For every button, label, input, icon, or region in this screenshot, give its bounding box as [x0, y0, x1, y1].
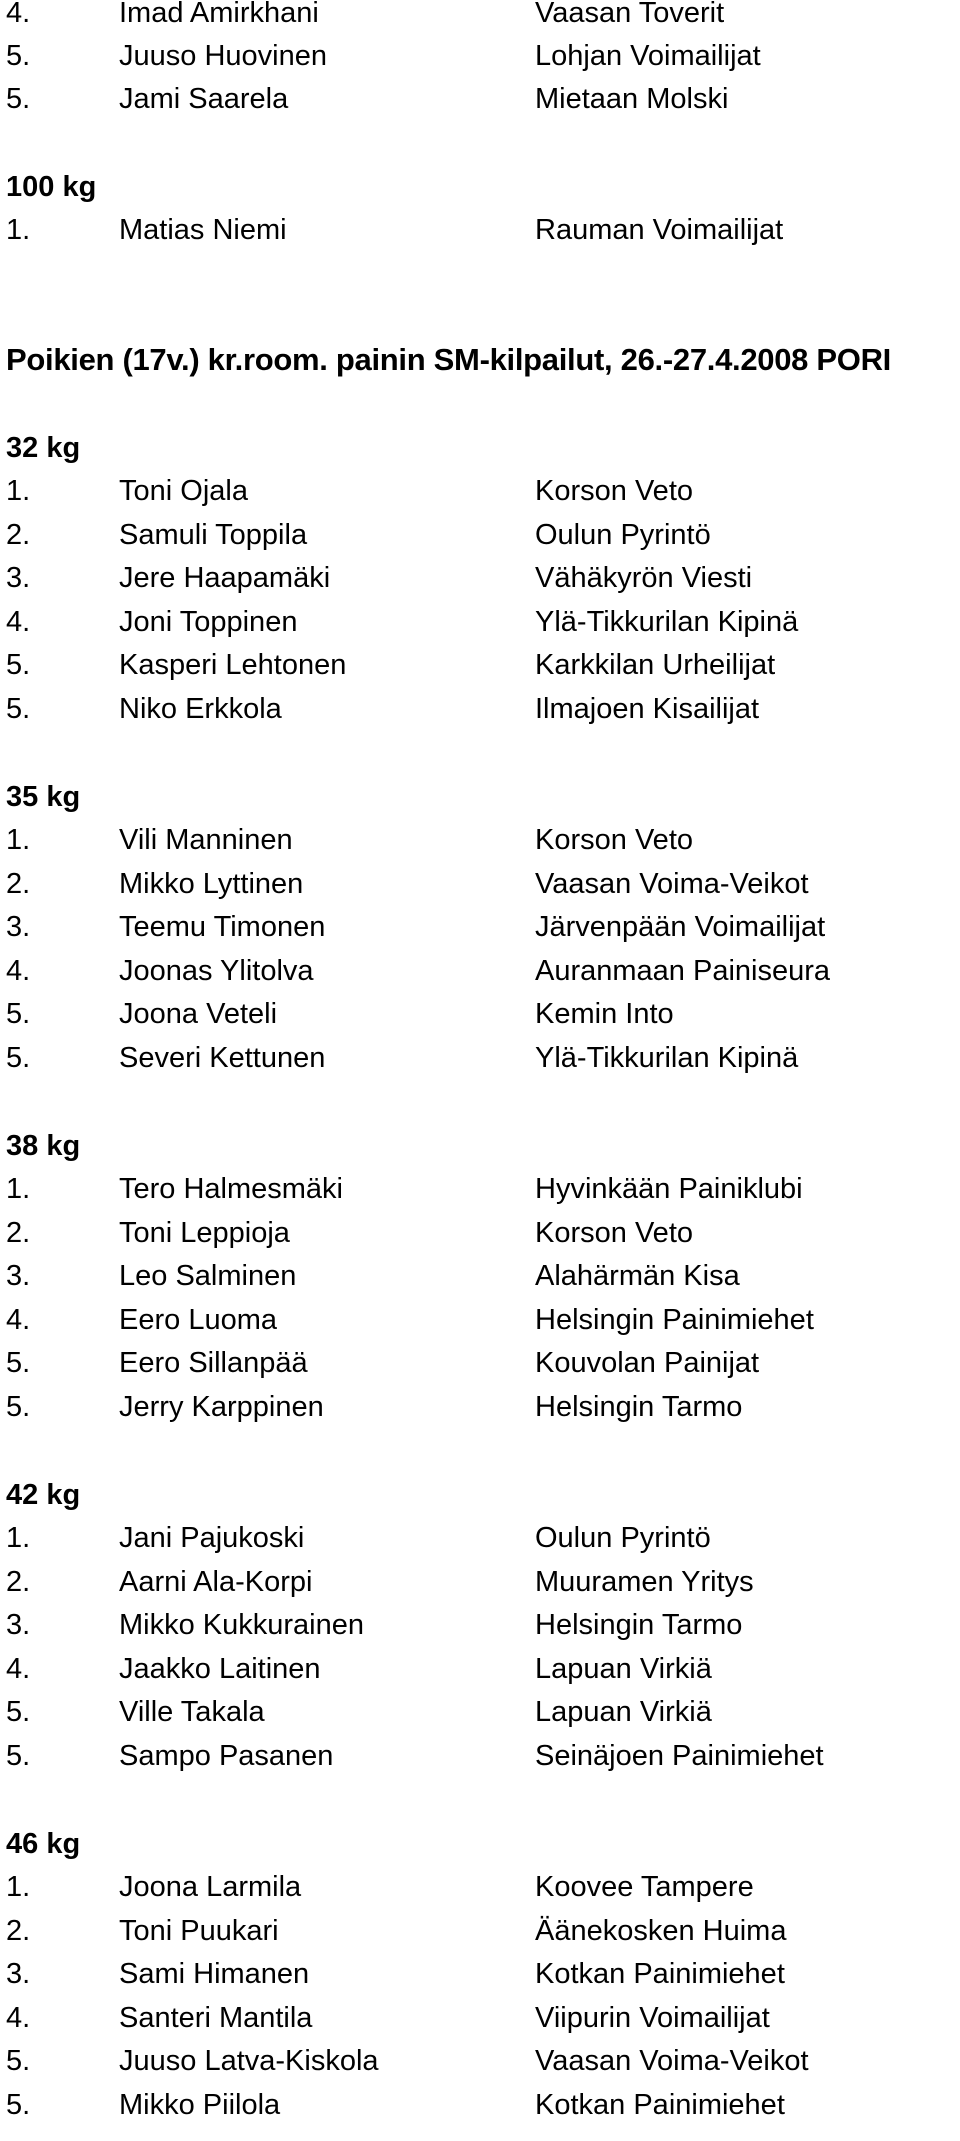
result-club: Rauman Voimailijat: [535, 214, 784, 246]
result-name: Joonas Ylitolva: [119, 955, 314, 987]
result-name: Sami Himanen: [119, 1958, 310, 1990]
result-club: Karkkilan Urheilijat: [535, 649, 776, 681]
weight-class-heading: 46 kg: [6, 1828, 81, 1860]
result-row: [0, 1996, 960, 2040]
result-name: Toni Puukari: [119, 1915, 279, 1947]
result-name: Santeri Mantila: [119, 2002, 313, 2034]
result-name: Leo Salminen: [119, 1260, 297, 1292]
result-row: [0, 687, 960, 731]
result-place: 5.: [6, 40, 31, 72]
result-club: Muuramen Yritys: [535, 1566, 754, 1598]
result-row: [0, 1341, 960, 1385]
result-club: Vaasan Toverit: [535, 0, 725, 29]
result-row: [0, 1690, 960, 1734]
result-club: Vähäkyrön Viesti: [535, 562, 753, 594]
result-place: 4.: [6, 2002, 31, 2034]
result-row: [0, 0, 960, 35]
result-place: 3.: [6, 1609, 31, 1641]
result-name: Toni Leppioja: [119, 1217, 290, 1249]
result-row: [0, 208, 960, 252]
result-row: [0, 862, 960, 906]
result-name: Sampo Pasanen: [119, 1740, 334, 1772]
result-place: 1.: [6, 1522, 31, 1554]
weight-class-heading: 100 kg: [6, 171, 97, 203]
result-row: [0, 2083, 960, 2127]
result-name: Kasperi Lehtonen: [119, 649, 347, 681]
result-row: [0, 1516, 960, 1560]
result-row: [0, 1385, 960, 1429]
result-name: Matias Niemi: [119, 214, 287, 246]
result-place: 5.: [6, 1696, 31, 1728]
result-place: 1.: [6, 1871, 31, 1903]
result-club: Seinäjoen Painimiehet: [535, 1740, 824, 1772]
result-row: [0, 992, 960, 1036]
weight-class-heading: 35 kg: [6, 781, 81, 813]
result-place: 1.: [6, 214, 31, 246]
result-row: [0, 1952, 960, 1996]
result-row: [0, 1298, 960, 1342]
result-row: [0, 77, 960, 121]
result-place: 4.: [6, 606, 31, 638]
result-row: [0, 1603, 960, 1647]
result-club: Lapuan Virkiä: [535, 1653, 712, 1685]
result-club: Helsingin Tarmo: [535, 1609, 743, 1641]
result-place: 2.: [6, 1566, 31, 1598]
result-place: 5.: [6, 998, 31, 1030]
result-row: [0, 1909, 960, 1953]
result-row: [0, 469, 960, 513]
result-name: Jami Saarela: [119, 83, 289, 115]
result-club: Korson Veto: [535, 1217, 693, 1249]
result-club: Kotkan Painimiehet: [535, 1958, 785, 1990]
result-row: [0, 818, 960, 862]
result-place: 2.: [6, 519, 31, 551]
result-row: [0, 1560, 960, 1604]
competition-title: Poikien (17v.) kr.room. painin SM-kilpailut, 26.-27.4.2008 PORI: [6, 342, 891, 377]
result-row: [0, 643, 960, 687]
result-place: 1.: [6, 1173, 31, 1205]
result-row: [0, 513, 960, 557]
result-club: Mietaan Molski: [535, 83, 729, 115]
result-row: [0, 1647, 960, 1691]
result-row: [0, 1211, 960, 1255]
result-club: Koovee Tampere: [535, 1871, 754, 1903]
weight-class-heading: 32 kg: [6, 432, 81, 464]
result-name: Mikko Piilola: [119, 2089, 281, 2121]
result-club: Äänekosken Huima: [535, 1915, 787, 1947]
result-club: Lapuan Virkiä: [535, 1696, 712, 1728]
result-name: Vili Manninen: [119, 824, 293, 856]
result-place: 5.: [6, 1347, 31, 1379]
result-name: Joona Larmila: [119, 1871, 302, 1903]
result-club: Ilmajoen Kisailijat: [535, 693, 760, 725]
result-club: Vaasan Voima-Veikot: [535, 2045, 809, 2077]
result-place: 5.: [6, 693, 31, 725]
result-club: Kemin Into: [535, 998, 674, 1030]
result-club: Viipurin Voimailijat: [535, 2002, 770, 2034]
result-row: [0, 1167, 960, 1211]
result-name: Toni Ojala: [119, 475, 248, 507]
weight-class-heading: 42 kg: [6, 1479, 81, 1511]
result-club: Vaasan Voima-Veikot: [535, 868, 809, 900]
result-place: 1.: [6, 475, 31, 507]
result-club: Oulun Pyrintö: [535, 1522, 711, 1554]
result-name: Eero Luoma: [119, 1304, 277, 1336]
result-row: [0, 949, 960, 993]
result-place: 5.: [6, 83, 31, 115]
result-row: [0, 2039, 960, 2083]
result-club: Alahärmän Kisa: [535, 1260, 740, 1292]
result-name: Aarni Ala-Korpi: [119, 1566, 313, 1598]
result-place: 5.: [6, 1740, 31, 1772]
result-club: Ylä-Tikkurilan Kipinä: [535, 606, 799, 638]
result-name: Jere Haapamäki: [119, 562, 331, 594]
result-place: 4.: [6, 1653, 31, 1685]
result-name: Teemu Timonen: [119, 911, 326, 943]
result-row: [0, 1036, 960, 1080]
result-place: 3.: [6, 1958, 31, 1990]
result-row: [0, 905, 960, 949]
result-place: 3.: [6, 1260, 31, 1292]
result-name: Jani Pajukoski: [119, 1522, 305, 1554]
result-place: 5.: [6, 2089, 31, 2121]
result-place: 5.: [6, 1042, 31, 1074]
result-place: 2.: [6, 868, 31, 900]
result-name: Jerry Karppinen: [119, 1391, 324, 1423]
result-name: Samuli Toppila: [119, 519, 308, 551]
result-row: [0, 34, 960, 78]
result-place: 5.: [6, 1391, 31, 1423]
result-club: Järvenpään Voimailijat: [535, 911, 826, 943]
result-row: [0, 1734, 960, 1778]
result-name: Mikko Lyttinen: [119, 868, 304, 900]
result-name: Joni Toppinen: [119, 606, 298, 638]
result-name: Severi Kettunen: [119, 1042, 326, 1074]
result-name: Jaakko Laitinen: [119, 1653, 321, 1685]
result-name: Niko Erkkola: [119, 693, 282, 725]
result-club: Kouvolan Painijat: [535, 1347, 760, 1379]
result-place: 3.: [6, 911, 31, 943]
result-row: [0, 556, 960, 600]
result-club: Ylä-Tikkurilan Kipinä: [535, 1042, 799, 1074]
result-name: Ville Takala: [119, 1696, 265, 1728]
result-place: 4.: [6, 1304, 31, 1336]
result-place: 4.: [6, 0, 31, 29]
result-club: Korson Veto: [535, 824, 693, 856]
result-club: Helsingin Tarmo: [535, 1391, 743, 1423]
result-place: 2.: [6, 1915, 31, 1947]
result-row: [0, 1865, 960, 1909]
result-row: [0, 600, 960, 644]
weight-class-heading: 38 kg: [6, 1130, 81, 1162]
result-row: [0, 1254, 960, 1298]
result-name: Juuso Huovinen: [119, 40, 327, 72]
result-club: Auranmaan Painiseura: [535, 955, 831, 987]
result-name: Mikko Kukkurainen: [119, 1609, 364, 1641]
result-club: Kotkan Painimiehet: [535, 2089, 785, 2121]
result-place: 3.: [6, 562, 31, 594]
result-place: 2.: [6, 1217, 31, 1249]
result-club: Hyvinkään Painiklubi: [535, 1173, 803, 1205]
result-place: 4.: [6, 955, 31, 987]
result-name: Joona Veteli: [119, 998, 278, 1030]
result-club: Helsingin Painimiehet: [535, 1304, 814, 1336]
result-place: 5.: [6, 2045, 31, 2077]
result-club: Oulun Pyrintö: [535, 519, 711, 551]
result-name: Tero Halmesmäki: [119, 1173, 343, 1205]
result-place: 5.: [6, 649, 31, 681]
result-club: Lohjan Voimailijat: [535, 40, 761, 72]
result-name: Imad Amirkhani: [119, 0, 319, 29]
result-name: Eero Sillanpää: [119, 1347, 308, 1379]
result-name: Juuso Latva-Kiskola: [119, 2045, 379, 2077]
result-place: 1.: [6, 824, 31, 856]
result-club: Korson Veto: [535, 475, 693, 507]
